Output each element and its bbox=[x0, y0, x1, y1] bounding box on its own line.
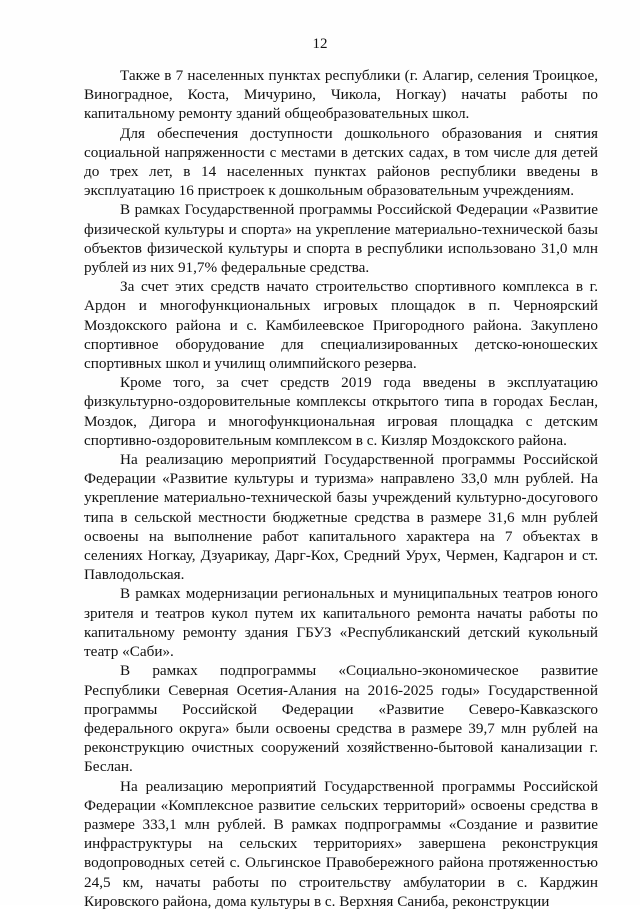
paragraph-sports-construction: За счет этих средств начато строительство спортивного комплекса в г. Ардон и многофункциональных игровых площадок в п. Черноярский Моздокского района и с. Камбилеевское Пригородного района. Закуплено спортивное оборудование для специализированных детско-юношеских спортивных школ и училищ олимпийского резерва. bbox=[84, 278, 598, 373]
document-body bbox=[84, 66, 598, 911]
paragraph-sports-complexes-2019: Кроме того, за счет средств 2019 года введены в эксплуатацию физкультурно-оздоровительные комплексы открытого типа в городах Беслан, Моздок, Дигора и многофункциональная игровая площадка с детским спортивно-оздоровительным комплексом в с. Кизляр Моздокского района. bbox=[84, 374, 598, 449]
paragraph-culture-tourism: На реализацию мероприятий Государственной программы Российской Федерации «Развитие культуры и туризма» направлено 33,0 млн рублей. На укрепление материально-технической базы учреждений культурно-досугового типа в сельской местности бюджетные средства в размере 31,6 млн рублей освоены на выполнение работ капитального характера на 7 объектах в селениях Ногкау, Дзуарикау, Дарг-Кох, Средний Урух, Чермен, Кадгарон и ст. Павлодольская. bbox=[84, 451, 598, 584]
paragraph-north-caucasus-program: В рамках подпрограммы «Социально-экономическое развитие Республики Северная Осетия-Алания на 2016-2025 годы» Государственной программы Российской Федерации «Развитие Северо-Кавказского федерального округа» были освоены средства в размере 39,7 млн рублей на реконструкцию очистных сооружений хозяйственно-бытовой канализации г. Беслан. bbox=[84, 662, 598, 776]
paragraph-theatre-modernization: В рамках модернизации региональных и муниципальных театров юного зрителя и театров кукол путем их капитального ремонта начаты работы по капитальному ремонту здания ГБУЗ «Республиканский детский кукольный театр «Саби». bbox=[84, 585, 598, 661]
paragraph-school-repairs: Также в 7 населенных пунктах республики (г. Алагир, селения Троицкое, Виноградное, Коста, Мичурино, Чикола, Ногкау) начаты работы по капитальному ремонту зданий общеобразовательных школ. bbox=[84, 67, 598, 123]
paragraph-preschool-annexes: Для обеспечения доступности дошкольного образования и снятия социальной напряженности с местами в детских садах, в том числе для детей до трех лет, в 14 населенных пунктах районов республики введены в эксплуатацию 16 пристроек к дошкольным образовательным учреждениям. bbox=[84, 124, 598, 200]
paragraph-sports-program: В рамках Государственной программы Российской Федерации «Развитие физической культуры и спорта» на укрепление материально-технической базы объектов физической культуры и спорта в республики использовано 31,0 млн рублей из них 91,7% федеральные средства. bbox=[84, 201, 598, 277]
page-number: 12 bbox=[312, 36, 328, 52]
paragraph-rural-development: На реализацию мероприятий Государственной программы Российской Федерации «Комплексное развитие сельских территорий» освоены средства в размере 333,1 млн рублей. В рамках подпрограммы «Создание и развитие инфраструктуры на сельских территориях» завершена реконструкция водопроводных сетей с. Ольгинское Правобережного района протяженностью 24,5 км, начаты работы по строительству амбулатории в с. Карджин Кировского района, дома культуры в с. Верхняя Саниба, реконструкции bbox=[84, 777, 598, 910]
